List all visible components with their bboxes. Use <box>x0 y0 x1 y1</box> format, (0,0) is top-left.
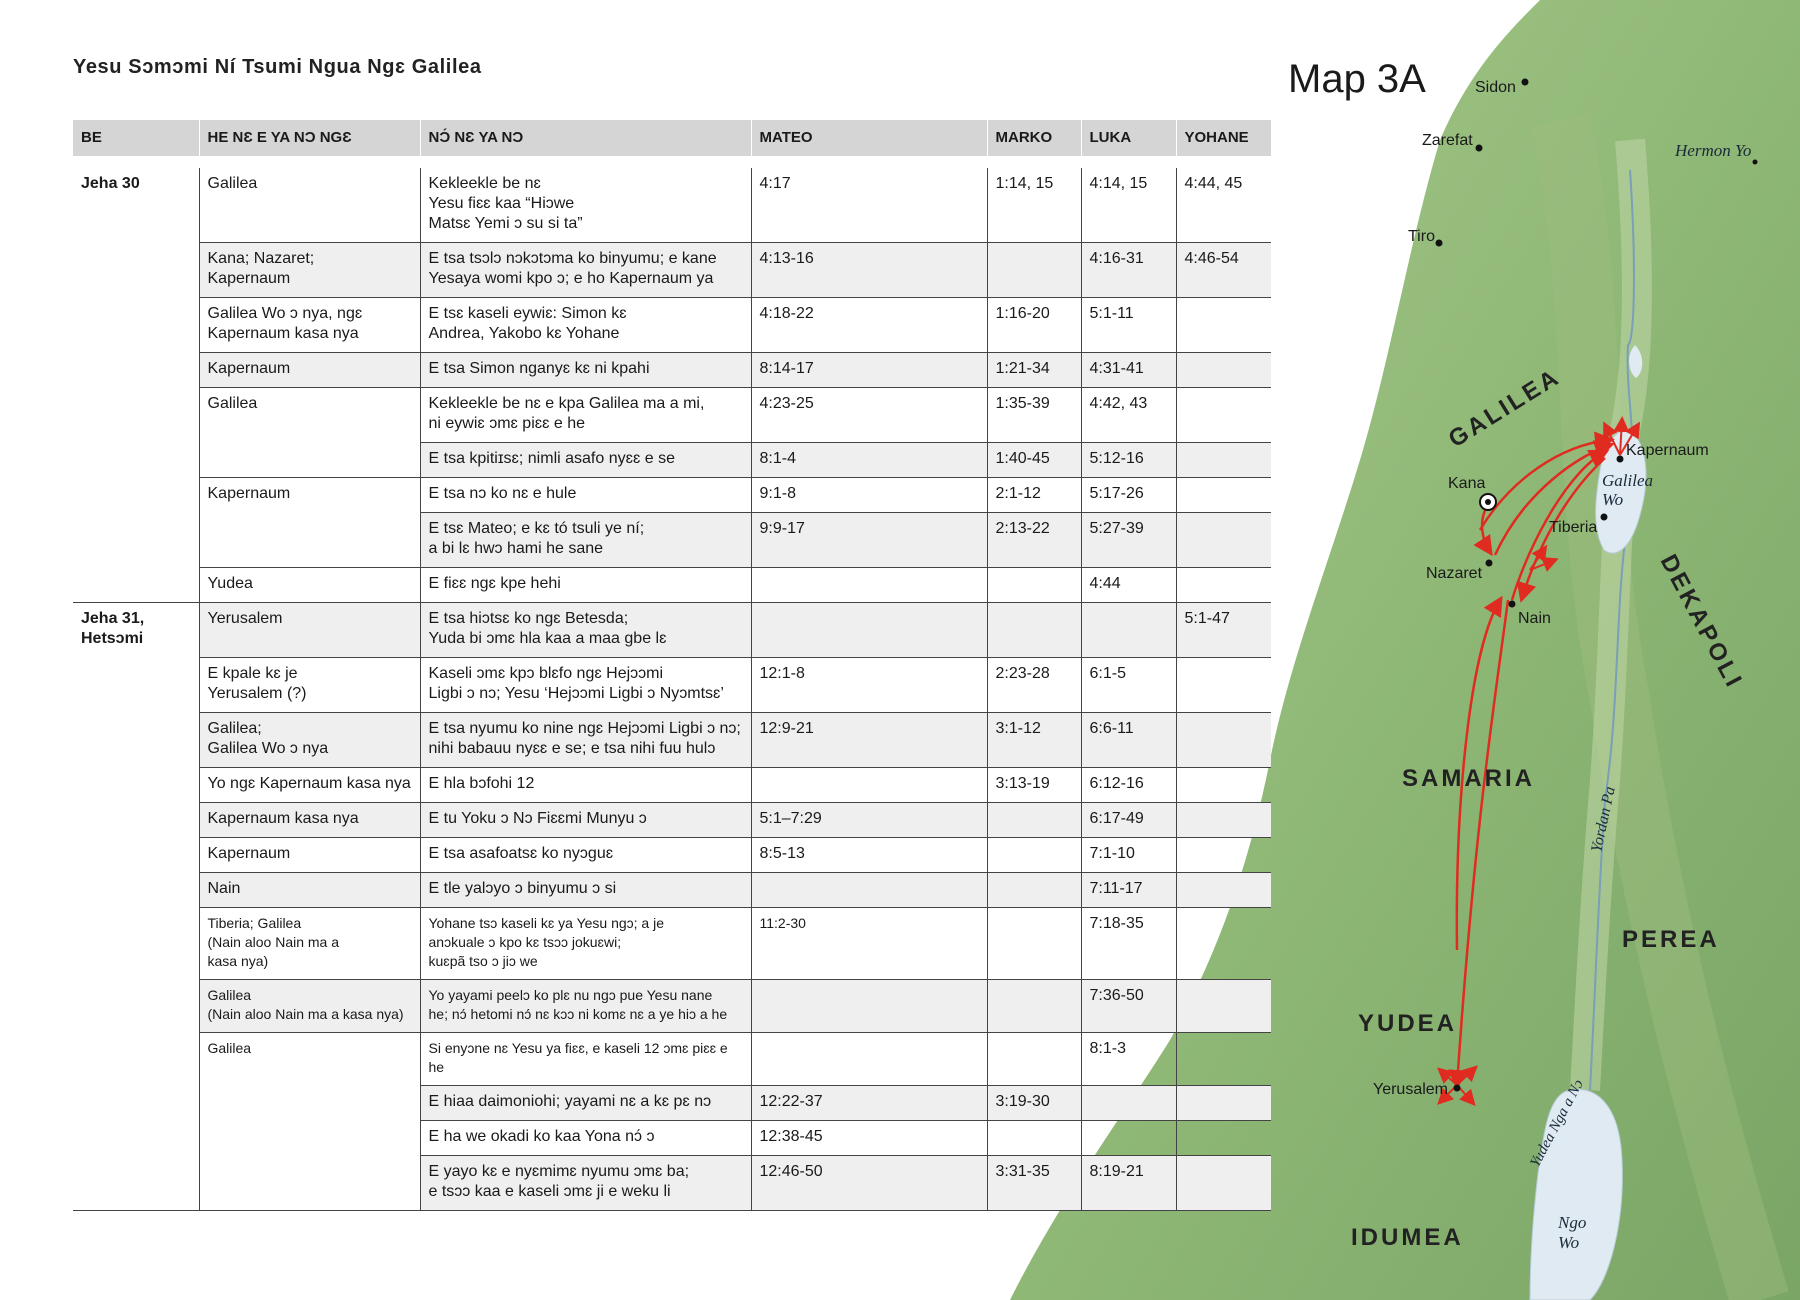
col-header-mateo: MATEO <box>751 120 987 156</box>
table-row <box>73 1156 1271 1211</box>
luka-cell: 6:6-11 <box>1081 713 1176 768</box>
table-row <box>73 443 1271 478</box>
table-row <box>73 803 1271 838</box>
luka-cell: 7:1-10 <box>1081 838 1176 873</box>
mateo-cell: 4:18-22 <box>751 298 987 353</box>
kana-symbol <box>1480 494 1496 510</box>
page-title: Yesu Sɔmɔmi Ní Tsumi Ngua Ngɛ Galilea <box>73 56 482 78</box>
table-row <box>73 388 1271 443</box>
yohane-cell <box>1176 298 1271 353</box>
table-row <box>73 1121 1271 1156</box>
table-row <box>73 838 1271 873</box>
event-cell: E tsa hiɔtsɛ ko ngɛ Betesda; Yuda bi ɔmɛ hla kaa a maa gbe lɛ <box>420 603 751 658</box>
mateo-cell <box>751 603 987 658</box>
luka-cell <box>1081 1086 1176 1121</box>
mateo-cell: 12:1-8 <box>751 658 987 713</box>
marko-cell: 3:31-35 <box>987 1156 1081 1211</box>
place-cell: Galilea <box>199 168 420 243</box>
yohane-cell <box>1176 658 1271 713</box>
mateo-cell <box>751 980 987 1033</box>
yohane-cell <box>1176 768 1271 803</box>
marko-cell <box>987 908 1081 980</box>
place-cell: Kapernaum kasa nya <box>199 803 420 838</box>
region-idumea: IDUMEA <box>1351 1224 1464 1251</box>
tiberia-dot <box>1601 514 1608 521</box>
yohane-cell <box>1176 873 1271 908</box>
table-row <box>73 478 1271 513</box>
yohane-cell <box>1176 568 1271 603</box>
mateo-cell <box>751 568 987 603</box>
place-cell: Galilea; Galilea Wo ɔ nya <box>199 713 420 768</box>
yohane-cell <box>1176 1156 1271 1211</box>
table-row <box>73 603 1271 658</box>
marko-cell: 3:19-30 <box>987 1086 1081 1121</box>
event-cell: Yo yayami peelɔ ko plɛ nu ngɔ pue Yesu nane he; nɔ́ hetomi nɔ́ nɛ kɔɔ ni komɛ nɛ a ye hiɔ a he <box>420 980 751 1033</box>
luka-cell: 4:14, 15 <box>1081 168 1176 243</box>
luka-cell: 7:36-50 <box>1081 980 1176 1033</box>
table-row <box>73 353 1271 388</box>
place-cell <box>199 513 420 568</box>
yohane-cell: 4:46-54 <box>1176 243 1271 298</box>
event-cell: Yohane tsɔ kaseli kɛ ya Yesu ngɔ; a je anɔkuale ɔ kpo kɛ tsɔɔ jokuɛwi; kuɛpã tso ɔ jiɔ we <box>420 908 751 980</box>
hermon-label: Hermon Yo <box>1675 141 1752 160</box>
mateo-cell: 8:5-13 <box>751 838 987 873</box>
tiro-dot <box>1436 240 1443 247</box>
table-row <box>73 168 1271 243</box>
luka-cell: 8:1-3 <box>1081 1033 1176 1086</box>
event-cell: E hiaa daimoniohi; yayami nɛ a kɛ pɛ nɔ <box>420 1086 751 1121</box>
mateo-cell: 12:38-45 <box>751 1121 987 1156</box>
event-cell: E tsa Simon nganyɛ kɛ ni kpahi <box>420 353 751 388</box>
marko-cell: 3:13-19 <box>987 768 1081 803</box>
event-cell: E tsa nyumu ko nine ngɛ Hejɔɔmi Ligbi ɔ nɔ; nihi babauu nyɛɛ e se; e tsa nihi fuu hulɔ <box>420 713 751 768</box>
place-cell <box>199 443 420 478</box>
yerusalem-label: Yerusalem <box>1373 1081 1449 1098</box>
yohane-cell <box>1176 980 1271 1033</box>
col-header-yohane: YOHANE <box>1176 120 1271 156</box>
yohane-cell: 4:44, 45 <box>1176 168 1271 243</box>
table-row <box>73 298 1271 353</box>
event-cell: E tsa asafoatsɛ ko nyɔguɛ <box>420 838 751 873</box>
marko-cell <box>987 803 1081 838</box>
luka-cell: 4:44 <box>1081 568 1176 603</box>
event-cell: E tu Yoku ɔ Nɔ Fiɛɛmi Munyu ɔ <box>420 803 751 838</box>
yohane-cell <box>1176 1121 1271 1156</box>
yohane-cell <box>1176 353 1271 388</box>
place-cell: Kapernaum <box>199 838 420 873</box>
marko-cell <box>987 243 1081 298</box>
year-cell: Jeha 31, Hetsɔmi <box>73 603 199 658</box>
place-cell: Kapernaum <box>199 478 420 513</box>
table-row <box>73 568 1271 603</box>
region-yudea: YUDEA <box>1358 1010 1458 1037</box>
luka-cell: 6:1-5 <box>1081 658 1176 713</box>
luka-cell: 7:18-35 <box>1081 908 1176 980</box>
event-cell: E yayo kɛ e nyɛmimɛ nyumu ɔmɛ ba; e tsɔɔ kaa e kaseli ɔmɛ ji e weku li <box>420 1156 751 1211</box>
marko-cell: 2:13-22 <box>987 513 1081 568</box>
place-cell: Kana; Nazaret; Kapernaum <box>199 243 420 298</box>
table-row <box>73 980 1271 1033</box>
marko-cell: 1:14, 15 <box>987 168 1081 243</box>
yohane-cell <box>1176 713 1271 768</box>
marko-cell: 1:35-39 <box>987 388 1081 443</box>
region-galilea: GALILEA <box>1443 363 1566 454</box>
event-cell: Kaseli ɔmɛ kpɔ blɛfo ngɛ Hejɔɔmi Ligbi ɔ nɔ; Yesu ‘Hejɔɔmi Ligbi ɔ Nyɔmtsɛ’ <box>420 658 751 713</box>
yohane-cell <box>1176 803 1271 838</box>
kapernaum-dot <box>1617 456 1624 463</box>
col-header-event: NƆ́ NƐ YA NƆ <box>420 120 751 156</box>
table-row <box>73 713 1271 768</box>
gospel-table <box>73 120 1271 1211</box>
nazaret-dot <box>1486 560 1493 567</box>
luka-cell: 4:31-41 <box>1081 353 1176 388</box>
mateo-cell <box>751 1033 987 1086</box>
tiberia-label: Tiberia <box>1549 519 1598 536</box>
place-cell <box>199 1156 420 1211</box>
mateo-cell: 4:17 <box>751 168 987 243</box>
place-cell: Yudea <box>199 568 420 603</box>
yohane-cell <box>1176 1086 1271 1121</box>
luka-cell: 6:12-16 <box>1081 768 1176 803</box>
event-cell: E tle yalɔyo ɔ binyumu ɔ si <box>420 873 751 908</box>
yohane-cell <box>1176 513 1271 568</box>
place-cell: Yerusalem <box>199 603 420 658</box>
luka-cell: 5:17-26 <box>1081 478 1176 513</box>
sidon-label: Sidon <box>1475 79 1516 96</box>
zarefat-dot <box>1476 145 1483 152</box>
marko-cell <box>987 1121 1081 1156</box>
mateo-cell: 12:9-21 <box>751 713 987 768</box>
event-cell: Si enyɔne nɛ Yesu ya fiɛɛ, e kaseli 12 ɔmɛ piɛɛ e he <box>420 1033 751 1086</box>
marko-cell: 1:40-45 <box>987 443 1081 478</box>
hermon-peak <box>1753 160 1758 165</box>
table-row <box>73 873 1271 908</box>
event-cell: E tsɛ kaseli eywiɛ: Simon kɛ Andrea, Yakobo kɛ Yohane <box>420 298 751 353</box>
kapernaum-label: Kapernaum <box>1626 442 1709 459</box>
mateo-cell: 9:9-17 <box>751 513 987 568</box>
luka-cell: 8:19-21 <box>1081 1156 1176 1211</box>
event-cell: E hla bɔfohi 12 <box>420 768 751 803</box>
event-cell: Kekleekle be nɛ Yesu fiɛɛ kaa “Hiɔwe Matsɛ Yemi ɔ su si ta” <box>420 168 751 243</box>
event-cell: E fiɛɛ ngɛ kpe hehi <box>420 568 751 603</box>
yerusalem-dot <box>1454 1085 1461 1092</box>
year-cell: Jeha 30 <box>73 168 199 243</box>
marko-cell <box>987 838 1081 873</box>
marko-cell: 2:1-12 <box>987 478 1081 513</box>
nain-dot <box>1509 601 1516 608</box>
marko-cell: 3:1-12 <box>987 713 1081 768</box>
table-row <box>73 658 1271 713</box>
sidon-dot <box>1522 79 1529 86</box>
table-header <box>73 120 1271 156</box>
nain-label: Nain <box>1518 610 1551 627</box>
place-cell <box>199 1121 420 1156</box>
yohane-cell <box>1176 443 1271 478</box>
luka-cell: 4:16-31 <box>1081 243 1176 298</box>
nazaret-label: Nazaret <box>1426 565 1483 582</box>
place-cell: Galilea Wo ɔ nya, ngɛ Kapernaum kasa nya <box>199 298 420 353</box>
luka-cell: 7:11-17 <box>1081 873 1176 908</box>
galilea-wo-label: Galilea Wo <box>1602 471 1653 509</box>
mateo-cell: 11:2-30 <box>751 908 987 980</box>
table-row <box>73 1033 1271 1086</box>
yohane-cell <box>1176 478 1271 513</box>
marko-cell <box>987 980 1081 1033</box>
kana-label: Kana <box>1448 475 1486 492</box>
event-cell: E ha we okadi ko kaa Yona nɔ́ ɔ <box>420 1121 751 1156</box>
region-samaria: SAMARIA <box>1402 765 1535 792</box>
place-cell: Galilea <box>199 1033 420 1086</box>
mateo-cell: 5:1–7:29 <box>751 803 987 838</box>
luka-cell: 4:42, 43 <box>1081 388 1176 443</box>
place-cell: Yo ngɛ Kapernaum kasa nya <box>199 768 420 803</box>
place-cell: Nain <box>199 873 420 908</box>
place-cell: E kpale kɛ je Yerusalem (?) <box>199 658 420 713</box>
col-header-luka: LUKA <box>1081 120 1176 156</box>
dead-sea-label-yudea: Yudea Nga a Nɔ <box>1527 1077 1587 1170</box>
luka-cell: 5:1-11 <box>1081 298 1176 353</box>
mateo-cell <box>751 768 987 803</box>
place-cell: Tiberia; Galilea (Nain aloo Nain ma a kasa nya) <box>199 908 420 980</box>
luka-cell <box>1081 1121 1176 1156</box>
luka-cell <box>1081 603 1176 658</box>
event-cell: E tsa tsɔlɔ nɔkɔtɔma ko binyumu; e kane Yesaya womi kpo ɔ; e ho Kapernaum ya <box>420 243 751 298</box>
yohane-cell <box>1176 838 1271 873</box>
table-row <box>73 1086 1271 1121</box>
event-cell: E tsa nɔ ko nɛ e hule <box>420 478 751 513</box>
event-cell: E tsa kpitiɪsɛ; nimli asafo nyɛɛ e se <box>420 443 751 478</box>
place-cell: Galilea <box>199 388 420 443</box>
yordan-label: Yordan Pa <box>1588 784 1619 854</box>
col-header-be: BE <box>73 120 199 156</box>
mateo-cell <box>751 873 987 908</box>
yohane-cell <box>1176 1033 1271 1086</box>
luka-cell: 5:27-39 <box>1081 513 1176 568</box>
dead-sea-label: Ngo Wo <box>1558 1213 1587 1252</box>
region-dekapoli: DEKAPOLI <box>1654 550 1749 694</box>
place-cell: Kapernaum <box>199 353 420 388</box>
col-header-place: HE NƐ E YA NƆ NGƐ <box>199 120 420 156</box>
yohane-cell: 5:1-47 <box>1176 603 1271 658</box>
zarefat-label: Zarefat <box>1422 132 1473 149</box>
marko-cell: 1:21-34 <box>987 353 1081 388</box>
table-row <box>73 908 1271 980</box>
event-cell: E tsɛ Mateo; e kɛ tó tsuli ye ní; a bi lɛ hwɔ hami he sane <box>420 513 751 568</box>
region-perea: PEREA <box>1622 926 1720 953</box>
mateo-cell: 4:23-25 <box>751 388 987 443</box>
mateo-cell: 8:14-17 <box>751 353 987 388</box>
tiro-label: Tiro <box>1408 228 1435 245</box>
place-cell <box>199 1086 420 1121</box>
map-title: Map 3A <box>1288 57 1426 101</box>
marko-cell <box>987 1033 1081 1086</box>
mateo-cell: 9:1-8 <box>751 478 987 513</box>
yohane-cell <box>1176 908 1271 980</box>
event-cell: Kekleekle be nɛ e kpa Galilea ma a mi, ni eywiɛ ɔmɛ piɛɛ e he <box>420 388 751 443</box>
marko-cell <box>987 568 1081 603</box>
marko-cell: 1:16-20 <box>987 298 1081 353</box>
marko-cell <box>987 603 1081 658</box>
table-row <box>73 768 1271 803</box>
mateo-cell: 12:46-50 <box>751 1156 987 1211</box>
table-row <box>73 243 1271 298</box>
luka-cell: 5:12-16 <box>1081 443 1176 478</box>
col-header-marko: MARKO <box>987 120 1081 156</box>
yohane-cell <box>1176 388 1271 443</box>
mateo-cell: 4:13-16 <box>751 243 987 298</box>
place-cell: Galilea (Nain aloo Nain ma a kasa nya) <box>199 980 420 1033</box>
luka-cell: 6:17-49 <box>1081 803 1176 838</box>
marko-cell <box>987 873 1081 908</box>
marko-cell: 2:23-28 <box>987 658 1081 713</box>
mateo-cell: 12:22-37 <box>751 1086 987 1121</box>
table-row <box>73 513 1271 568</box>
mateo-cell: 8:1-4 <box>751 443 987 478</box>
